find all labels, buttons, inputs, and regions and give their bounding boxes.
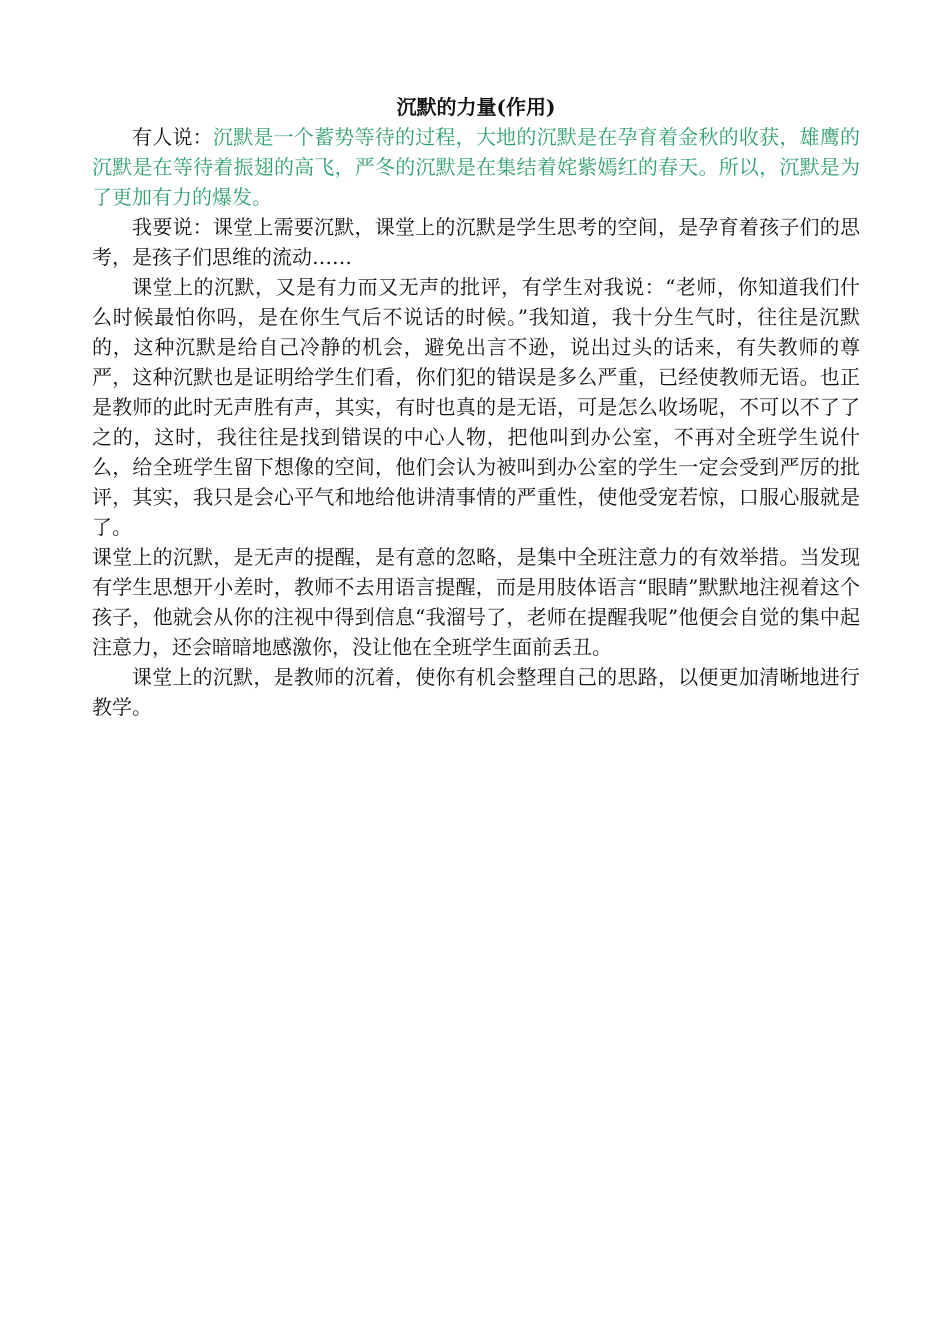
document-title: 沉默的力量(作用)	[396, 95, 556, 119]
paragraph-silent-criticism: 课堂上的沉默，又是有力而又无声的批评，有学生对我说：“老师，你知道我们什么时候最怕你吗，是在你生气后不说话的时候。”我知道，我十分生气时，往往是沉默的，这种沉默是给自己冷静的机会，避免出言不逊，说出过头的话来，有失教师的尊严，这种沉默也是证明给学生们看，你们犯的错误是多么严重，已经使教师无语。也正是教师的此时无声胜有声，其实，有时也真的是无语，可是怎么收场呢，不可以不了了之的，这时，我往往是找到错误的中心人物，把他叫到办公室，不再对全班学生说什么，给全班学生留下想像的空间，他们会认为被叫到办公室的学生一定会受到严厉的批评，其实，我只是会心平气和地给他讲清事情的严重性，使他受宠若惊，口服心服就是了。	[92, 275, 860, 539]
paragraph-intro	[92, 122, 860, 212]
highlighted-quote: 沉默是一个蓄势等待的过程，大地的沉默是在孕育着金秋的收获，雄鹰的沉默是在等待着振翅的高飞，严冬的沉默是在集结着姹紫嫣红的春天。所以，沉默是为了更加有力的爆发。	[92, 125, 861, 209]
paragraph-silent-reminder: 课堂上的沉默，是无声的提醒，是有意的忽略，是集中全班注意力的有效举措。当发现有学生思想开小差时，教师不去用语言提醒，而是用肢体语言“眼睛”默默地注视着这个孩子，他就会从你的注视中得到信息“我溜号了，老师在提醒我呢”他便会自觉的集中起注意力，还会暗暗地感激你，没让他在全班学生面前丢丑。	[92, 545, 860, 659]
paragraph-teacher-composure: 课堂上的沉默，是教师的沉着，使你有机会整理自己的思路，以便更加清晰地进行教学。	[92, 665, 860, 719]
paragraph-classroom-silence: 我要说：课堂上需要沉默，课堂上的沉默是学生思考的空间，是孕育着孩子们的思考，是孩子们思维的流动……	[92, 215, 860, 269]
document-page	[92, 92, 860, 722]
paragraph-intro-lead: 有人说：	[132, 125, 213, 149]
